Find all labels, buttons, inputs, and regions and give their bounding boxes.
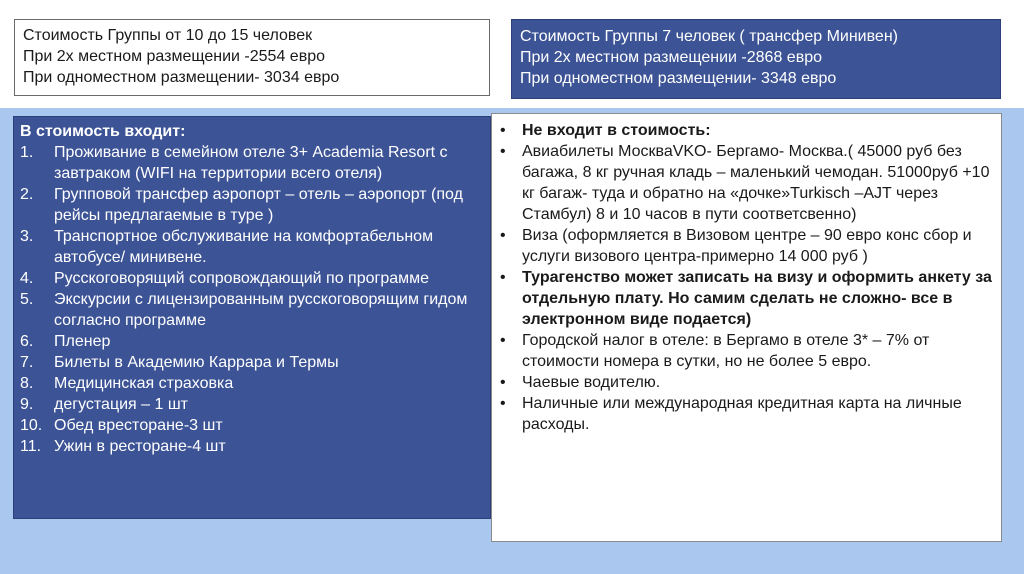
item-text: Виза (оформляется в Визовом центре – 90 евро конс сбор и услуги визового центра-примерно 14 000 руб ): [522, 227, 972, 265]
price-single: При одноместном размещении- 3348 евро: [520, 70, 837, 87]
excluded-heading-item: [500, 120, 993, 141]
excluded-heading: Не входит в стоимость:: [522, 122, 711, 139]
bullet-icon: •: [500, 395, 506, 412]
item-text: Турагенство может записать на визу и оформить анкету за отдельную плату. Но самим сделать не сложно- все в электронном виде подается): [522, 269, 992, 328]
item-text: Городской налог в отеле: в Бергамо в отеле 3* – 7% от стоимости номера в сутки, но не более 5 евро.: [522, 332, 930, 370]
list-item: [20, 289, 484, 331]
item-number: 2.: [20, 186, 34, 203]
price-box-group-7: [511, 19, 1001, 99]
item-number: 1.: [20, 144, 34, 161]
price-double: При 2х местном размещении -2554 евро: [23, 48, 325, 65]
list-item: [500, 372, 993, 393]
item-number: 3.: [20, 228, 34, 245]
list-item: [500, 393, 993, 435]
item-text: Наличные или международная кредитная карта на личные расходы.: [522, 395, 962, 433]
item-text: Русскоговорящий сопровождающий по программе: [54, 270, 430, 287]
list-item: [20, 331, 484, 352]
item-number: 9.: [20, 396, 34, 413]
price-title: Стоимость Группы 7 человек ( трансфер Минивен): [520, 28, 898, 45]
list-item: [20, 394, 484, 415]
price-box-group-10-15: [14, 19, 490, 96]
item-text: Ужин в ресторане-4 шт: [54, 438, 226, 455]
list-item: [20, 226, 484, 268]
item-text: Групповой трансфер аэропорт – отель – аэропорт (под рейсы предлагаемые в туре ): [54, 186, 463, 224]
item-text: Пленер: [54, 333, 111, 350]
list-item: [20, 184, 484, 226]
bullet-icon: •: [500, 227, 506, 244]
price-single: При одноместном размещении- 3034 евро: [23, 69, 340, 86]
bullet-icon: •: [500, 269, 506, 286]
bullet-icon: •: [500, 143, 506, 160]
item-text: дегустация – 1 шт: [54, 396, 188, 413]
list-item: [20, 436, 484, 457]
list-item: [20, 415, 484, 436]
item-text: Авиабилеты МоскваVKO- Бергамо- Москва.( 45000 руб без багажа, 8 кг ручная кладь – маленький чемодан. 51000руб +10 кг багаж- туда и обратно на «дочке»Turkisch –AJT через Стамбул) 8 и 10 часов в пути соответсвенно): [522, 143, 990, 223]
item-number: 8.: [20, 375, 34, 392]
item-text: Билеты в Академию Каррара и Термы: [54, 354, 339, 371]
bullet-icon: •: [500, 374, 506, 391]
price-double: При 2х местном размещении -2868 евро: [520, 49, 822, 66]
excluded-list: [500, 120, 993, 435]
list-item: [20, 268, 484, 289]
item-number: 10.: [20, 417, 43, 434]
item-number: 5.: [20, 291, 34, 308]
item-number: 7.: [20, 354, 34, 371]
included-list: [20, 142, 484, 457]
list-item: [500, 141, 993, 225]
item-number: 11.: [20, 438, 42, 455]
price-title: Стоимость Группы от 10 до 15 человек: [23, 27, 313, 44]
list-item: [500, 267, 993, 330]
item-number: 4.: [20, 270, 34, 287]
item-number: 6.: [20, 333, 34, 350]
included-heading: В стоимость входит:: [20, 123, 186, 140]
item-text: Транспортное обслуживание на комфортабельном автобусе/ минивене.: [54, 228, 434, 266]
excluded-panel: [491, 113, 1002, 542]
list-item: [20, 373, 484, 394]
list-item: [20, 142, 484, 184]
list-item: [20, 352, 484, 373]
list-item: [500, 330, 993, 372]
included-panel: [13, 116, 491, 519]
bullet-icon: •: [500, 332, 506, 349]
item-text: Экскурсии с лицензированным русскоговорящим гидом согласно программе: [54, 291, 468, 329]
bullet-icon: •: [500, 122, 506, 139]
list-item: [500, 225, 993, 267]
item-text: Медицинская страховка: [54, 375, 234, 392]
item-text: Проживание в семейном отеле 3+ Academia Resort с завтраком (WIFI на территории всего отеля): [54, 144, 448, 182]
item-text: Обед врестoране-3 шт: [54, 417, 223, 434]
item-text: Чаевые водителю.: [522, 374, 661, 391]
